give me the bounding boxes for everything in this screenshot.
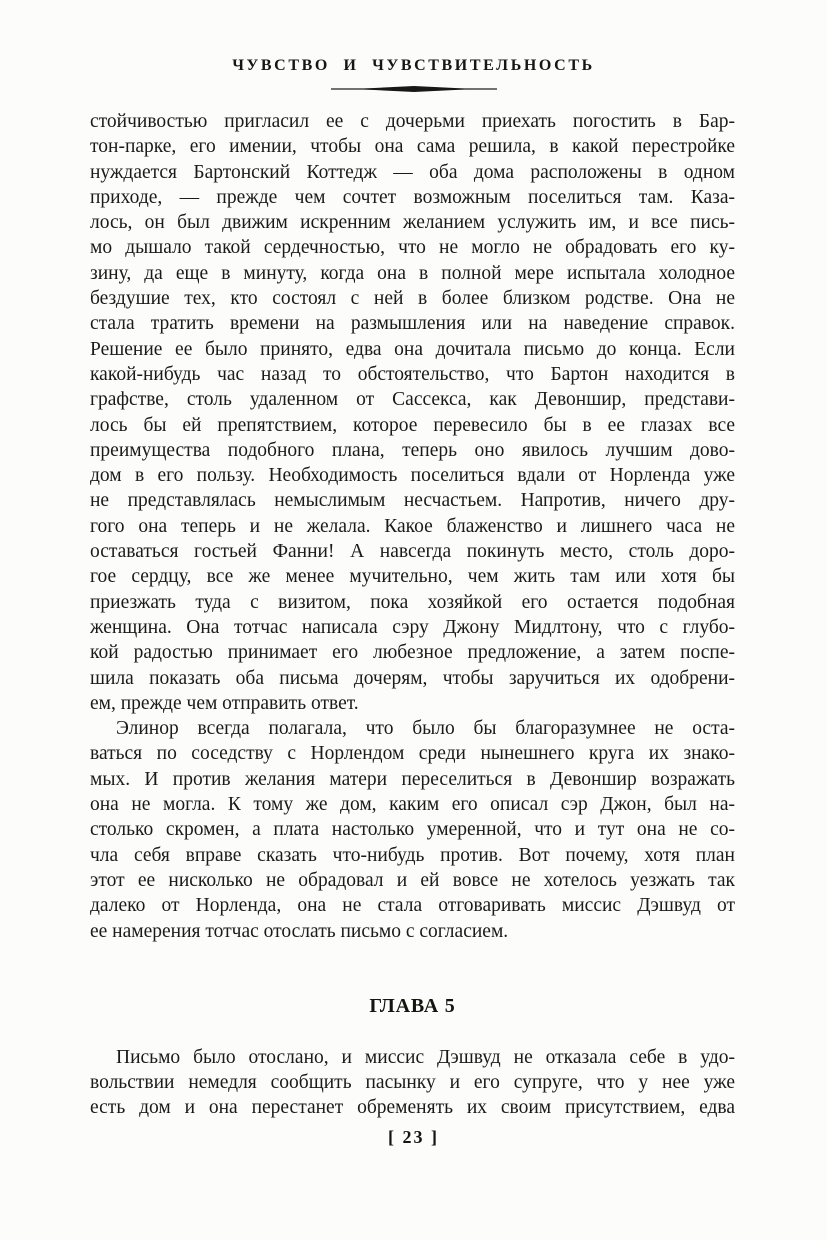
text-line: Письмо было отослано, и миссис Дэшвуд не отказала себе в удо- [116,1046,735,1068]
text-line: бездушие тех, кто состоял с ней в более близком родстве. Она не [90,288,735,310]
text-line: чла себя вправе сказать что-нибудь против. Вот почему, хотя план [90,844,735,866]
paragraph [90,1045,735,1121]
page-number: [ 23 ] [388,1127,439,1147]
text-line: ее намерения тотчас отослать письмо с согласием. [90,920,509,942]
text-line: шила показать оба письма дочерям, чтобы заручиться их одобрени- [90,667,735,689]
text-line: гое сердцу, все же менее мучительно, чем жить там или хотя бы [90,566,735,588]
running-head-title: ЧУВСТВО И ЧУВСТВИТЕЛЬНОСТЬ [232,57,595,74]
text-line: какой-нибудь час назад то обстоятельство, что Бартон находится в [90,363,735,385]
text-line: этот ее нисколько не обрадовал и ей вовсе не хотелось уезжать так [90,869,735,891]
text-line: кой радостью принимает его любезное предложение, а затем поспе- [90,642,735,664]
text-line: приходе, — прежде чем сочтет возможным поселиться там. Каза- [90,186,735,208]
text-line: гого она теперь и не желала. Какое блаженство и лишнего часа не [90,515,735,537]
text-line: есть дом и она перестанет обременять их своим присутствием, едва [90,1097,735,1119]
text-line: вольствии немедля сообщить пасынку и его супруге, что у нее уже [90,1072,735,1094]
text-line: стала тратить времени на размышления или на наведение справок. [90,313,735,335]
text-line: ем, прежде чем отправить ответ. [90,692,359,714]
text-line: стойчивостью пригласил ее с дочерьми приехать погостить в Бар- [90,111,735,132]
text-line: далеко от Норленда, она не стала отговаривать миссис Дэшвуд от [90,895,735,917]
text-line: не представлялась немыслимым несчастьем. Напротив, ничего дру- [90,490,735,512]
text-line: графстве, столь удаленном от Сассекса, как Девоншир, представи- [90,389,735,411]
text-line: лось, он был движим искренним желанием услужить им, и все пись- [90,212,735,234]
paragraph [90,716,735,944]
text-line: зину, да еще в минуту, когда она в полной мере испытала холодное [90,262,735,284]
text-block [90,109,735,1121]
text-line: преимущества подобного плана, теперь оно явилось лучшим дово- [90,439,735,461]
tapered-rule-icon [331,85,497,93]
paragraph [90,109,735,716]
text-line: столько скромен, а плата настолько умеренной, что и тут она не со- [90,819,735,841]
chapter-heading: ГЛАВА 5 [369,994,456,1017]
text-line: мых. И против желания матери переселиться в Девоншир возражать [90,768,735,790]
text-line: нуждается Бартонский Коттедж — оба дома расположены в одном [90,161,735,183]
text-line: лось бы ей препятствием, которое перевесило бы в ее глазах все [90,414,735,436]
text-line: мо дышало такой сердечностью, что не могло не обрадовать его ку- [90,237,735,259]
text-line: ваться по соседству с Норлендом среди нынешнего круга их знако- [90,743,735,765]
text-line: Элинор всегда полагала, что было бы благоразумнее не оста- [116,718,735,740]
text-line: дом в его пользу. Необходимость поселиться вдали от Норленда уже [90,465,735,487]
text-line: женщина. Она тотчас написала сэру Джону Мидлтону, что с глубо- [90,616,735,638]
text-line: оставаться гостьей Фанни! А навсегда покинуть место, столь доро- [90,541,735,563]
text-line: тон-парке, его имении, чтобы она сама решила, в какой перестройке [90,136,735,158]
divider-ornament [0,85,827,93]
text-line: приезжать туда с визитом, пока хозяйкой его остается подобная [90,591,735,613]
text-line: она не могла. К тому же дом, каким его описал сэр Джон, был на- [90,794,735,816]
text-line: Решение ее было принято, едва она дочитала письмо до конца. Если [90,338,735,360]
